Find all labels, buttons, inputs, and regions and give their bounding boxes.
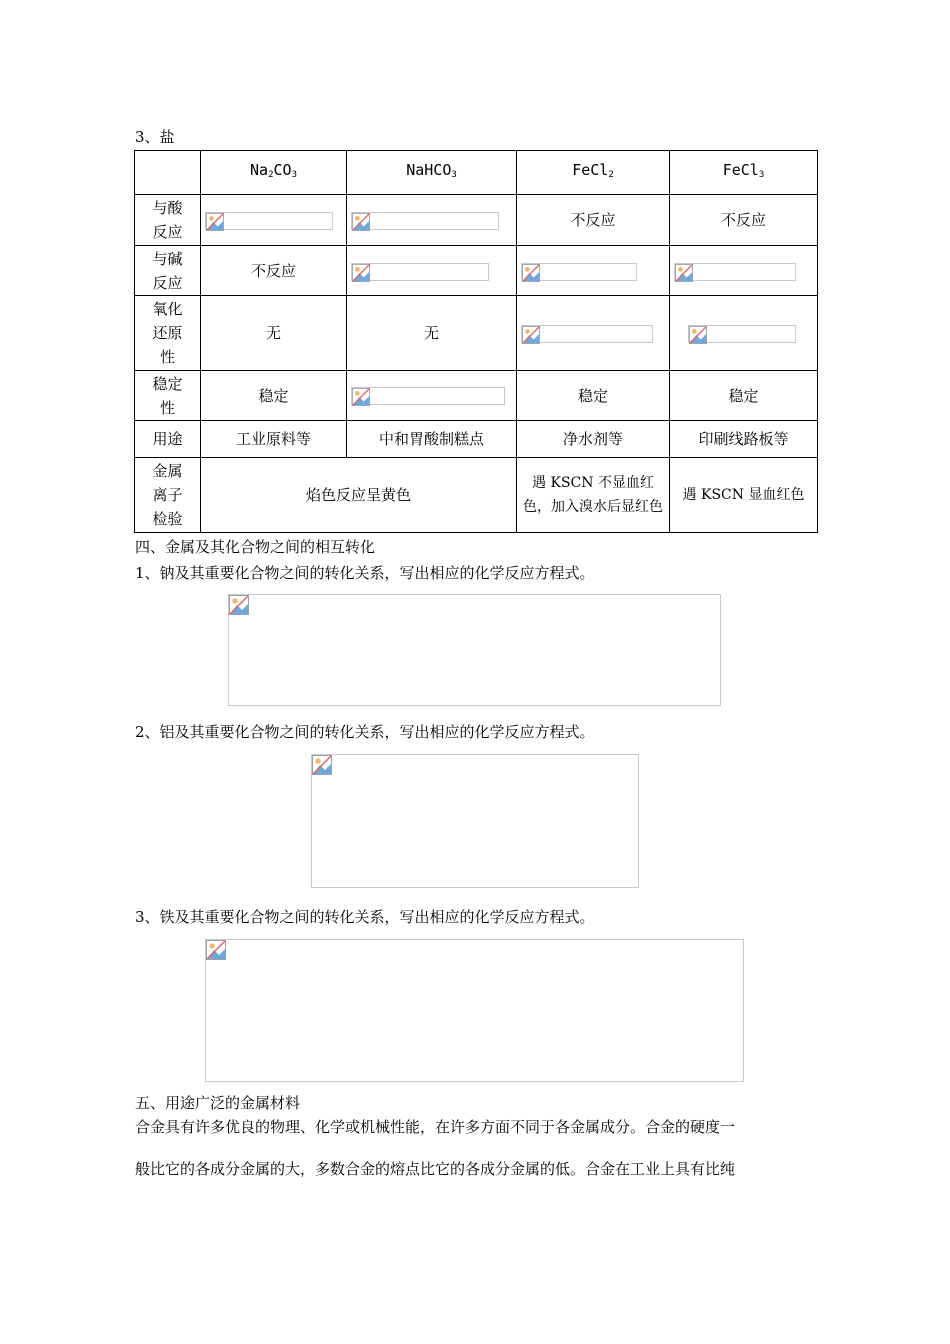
image-cell <box>517 296 670 371</box>
table-cell: 遇 KSCN 显血红色 <box>670 458 818 533</box>
table-header-row <box>135 151 818 195</box>
broken-image-icon <box>689 326 707 344</box>
image-cell <box>347 246 517 296</box>
corner-cell <box>135 151 201 195</box>
table-row <box>135 421 818 458</box>
formula-image <box>351 212 499 230</box>
table-cell: 遇 KSCN 不显血红色，加入溴水后显红色 <box>517 458 670 533</box>
row-label: 金属 离子 检验 <box>135 458 201 533</box>
image-cell <box>670 296 818 371</box>
item-2-text: 2、铝及其重要化合物之间的转化关系，写出相应的化学反应方程式。 <box>135 723 595 741</box>
formula-image <box>674 263 796 281</box>
image-cell <box>670 246 818 296</box>
broken-image-icon <box>206 940 226 960</box>
image-cell <box>201 195 347 246</box>
salts-table <box>134 150 818 533</box>
paragraph-line: 般比它的各成分金属的大，多数合金的熔点比它的各成分金属的低。合金在工业上具有比纯 <box>135 1160 736 1178</box>
row-label: 与碱 反应 <box>135 246 201 296</box>
table-row <box>135 458 818 533</box>
table-cell: 焰色反应呈黄色 <box>201 458 517 533</box>
table-cell: 稳定 <box>517 371 670 421</box>
formula-image <box>521 263 637 281</box>
formula-image <box>521 325 653 343</box>
table-cell: 无 <box>201 296 347 371</box>
row-label: 与酸 反应 <box>135 195 201 246</box>
row-label: 用途 <box>135 421 201 458</box>
header-fecl3: FeCl$_3$ <box>670 151 818 195</box>
table-cell: 不反应 <box>201 246 347 296</box>
broken-image-icon <box>352 388 370 406</box>
table-cell: 净水剂等 <box>517 421 670 458</box>
broken-image-icon <box>229 595 249 615</box>
table-cell: 不反应 <box>517 195 670 246</box>
row-label: 氧化 还原 性 <box>135 296 201 371</box>
formula-image <box>205 212 333 230</box>
table-row <box>135 371 818 421</box>
aluminum-conversion-diagram <box>311 754 639 888</box>
table-cell: 无 <box>347 296 517 371</box>
table-cell: 印刷线路板等 <box>670 421 818 458</box>
broken-image-icon <box>522 264 540 282</box>
paragraph-line: 合金具有许多优良的物理、化学或机械性能，在许多方面不同于各金属成分。合金的硬度一 <box>135 1118 736 1136</box>
broken-image-icon <box>352 213 370 231</box>
table-cell: 工业原料等 <box>201 421 347 458</box>
image-cell <box>517 246 670 296</box>
item-1-text: 1、钠及其重要化合物之间的转化关系，写出相应的化学反应方程式。 <box>135 564 595 582</box>
broken-image-icon <box>352 264 370 282</box>
iron-conversion-diagram <box>205 939 744 1082</box>
broken-image-icon <box>206 213 224 231</box>
row-label: 稳定 性 <box>135 371 201 421</box>
image-cell <box>347 195 517 246</box>
formula-image <box>688 325 796 343</box>
sodium-conversion-diagram <box>228 594 721 706</box>
table-row <box>135 195 818 246</box>
table-cell: 不反应 <box>670 195 818 246</box>
broken-image-icon <box>312 755 332 775</box>
formula-image <box>351 263 489 281</box>
table-cell: 中和胃酸制糕点 <box>347 421 517 458</box>
table-cell: 稳定 <box>670 371 818 421</box>
broken-image-icon <box>522 326 540 344</box>
broken-image-icon <box>675 264 693 282</box>
header-na2co3: $Na_2CO_3$ <box>201 151 347 195</box>
header-fecl2: FeCl$_2$ <box>517 151 670 195</box>
table-row <box>135 246 818 296</box>
section-5-heading: 五、用途广泛的金属材料 <box>135 1094 301 1112</box>
formula-image <box>351 387 505 405</box>
item-3-text: 3、铁及其重要化合物之间的转化关系，写出相应的化学反应方程式。 <box>135 908 595 926</box>
section-4-heading: 四、金属及其化合物之间的相互转化 <box>135 538 376 556</box>
section-3-heading: 3、盐 <box>135 128 175 146</box>
header-nahco3: NaHCO$_3$ <box>347 151 517 195</box>
table-cell: 稳定 <box>201 371 347 421</box>
image-cell <box>347 371 517 421</box>
table-row <box>135 296 818 371</box>
